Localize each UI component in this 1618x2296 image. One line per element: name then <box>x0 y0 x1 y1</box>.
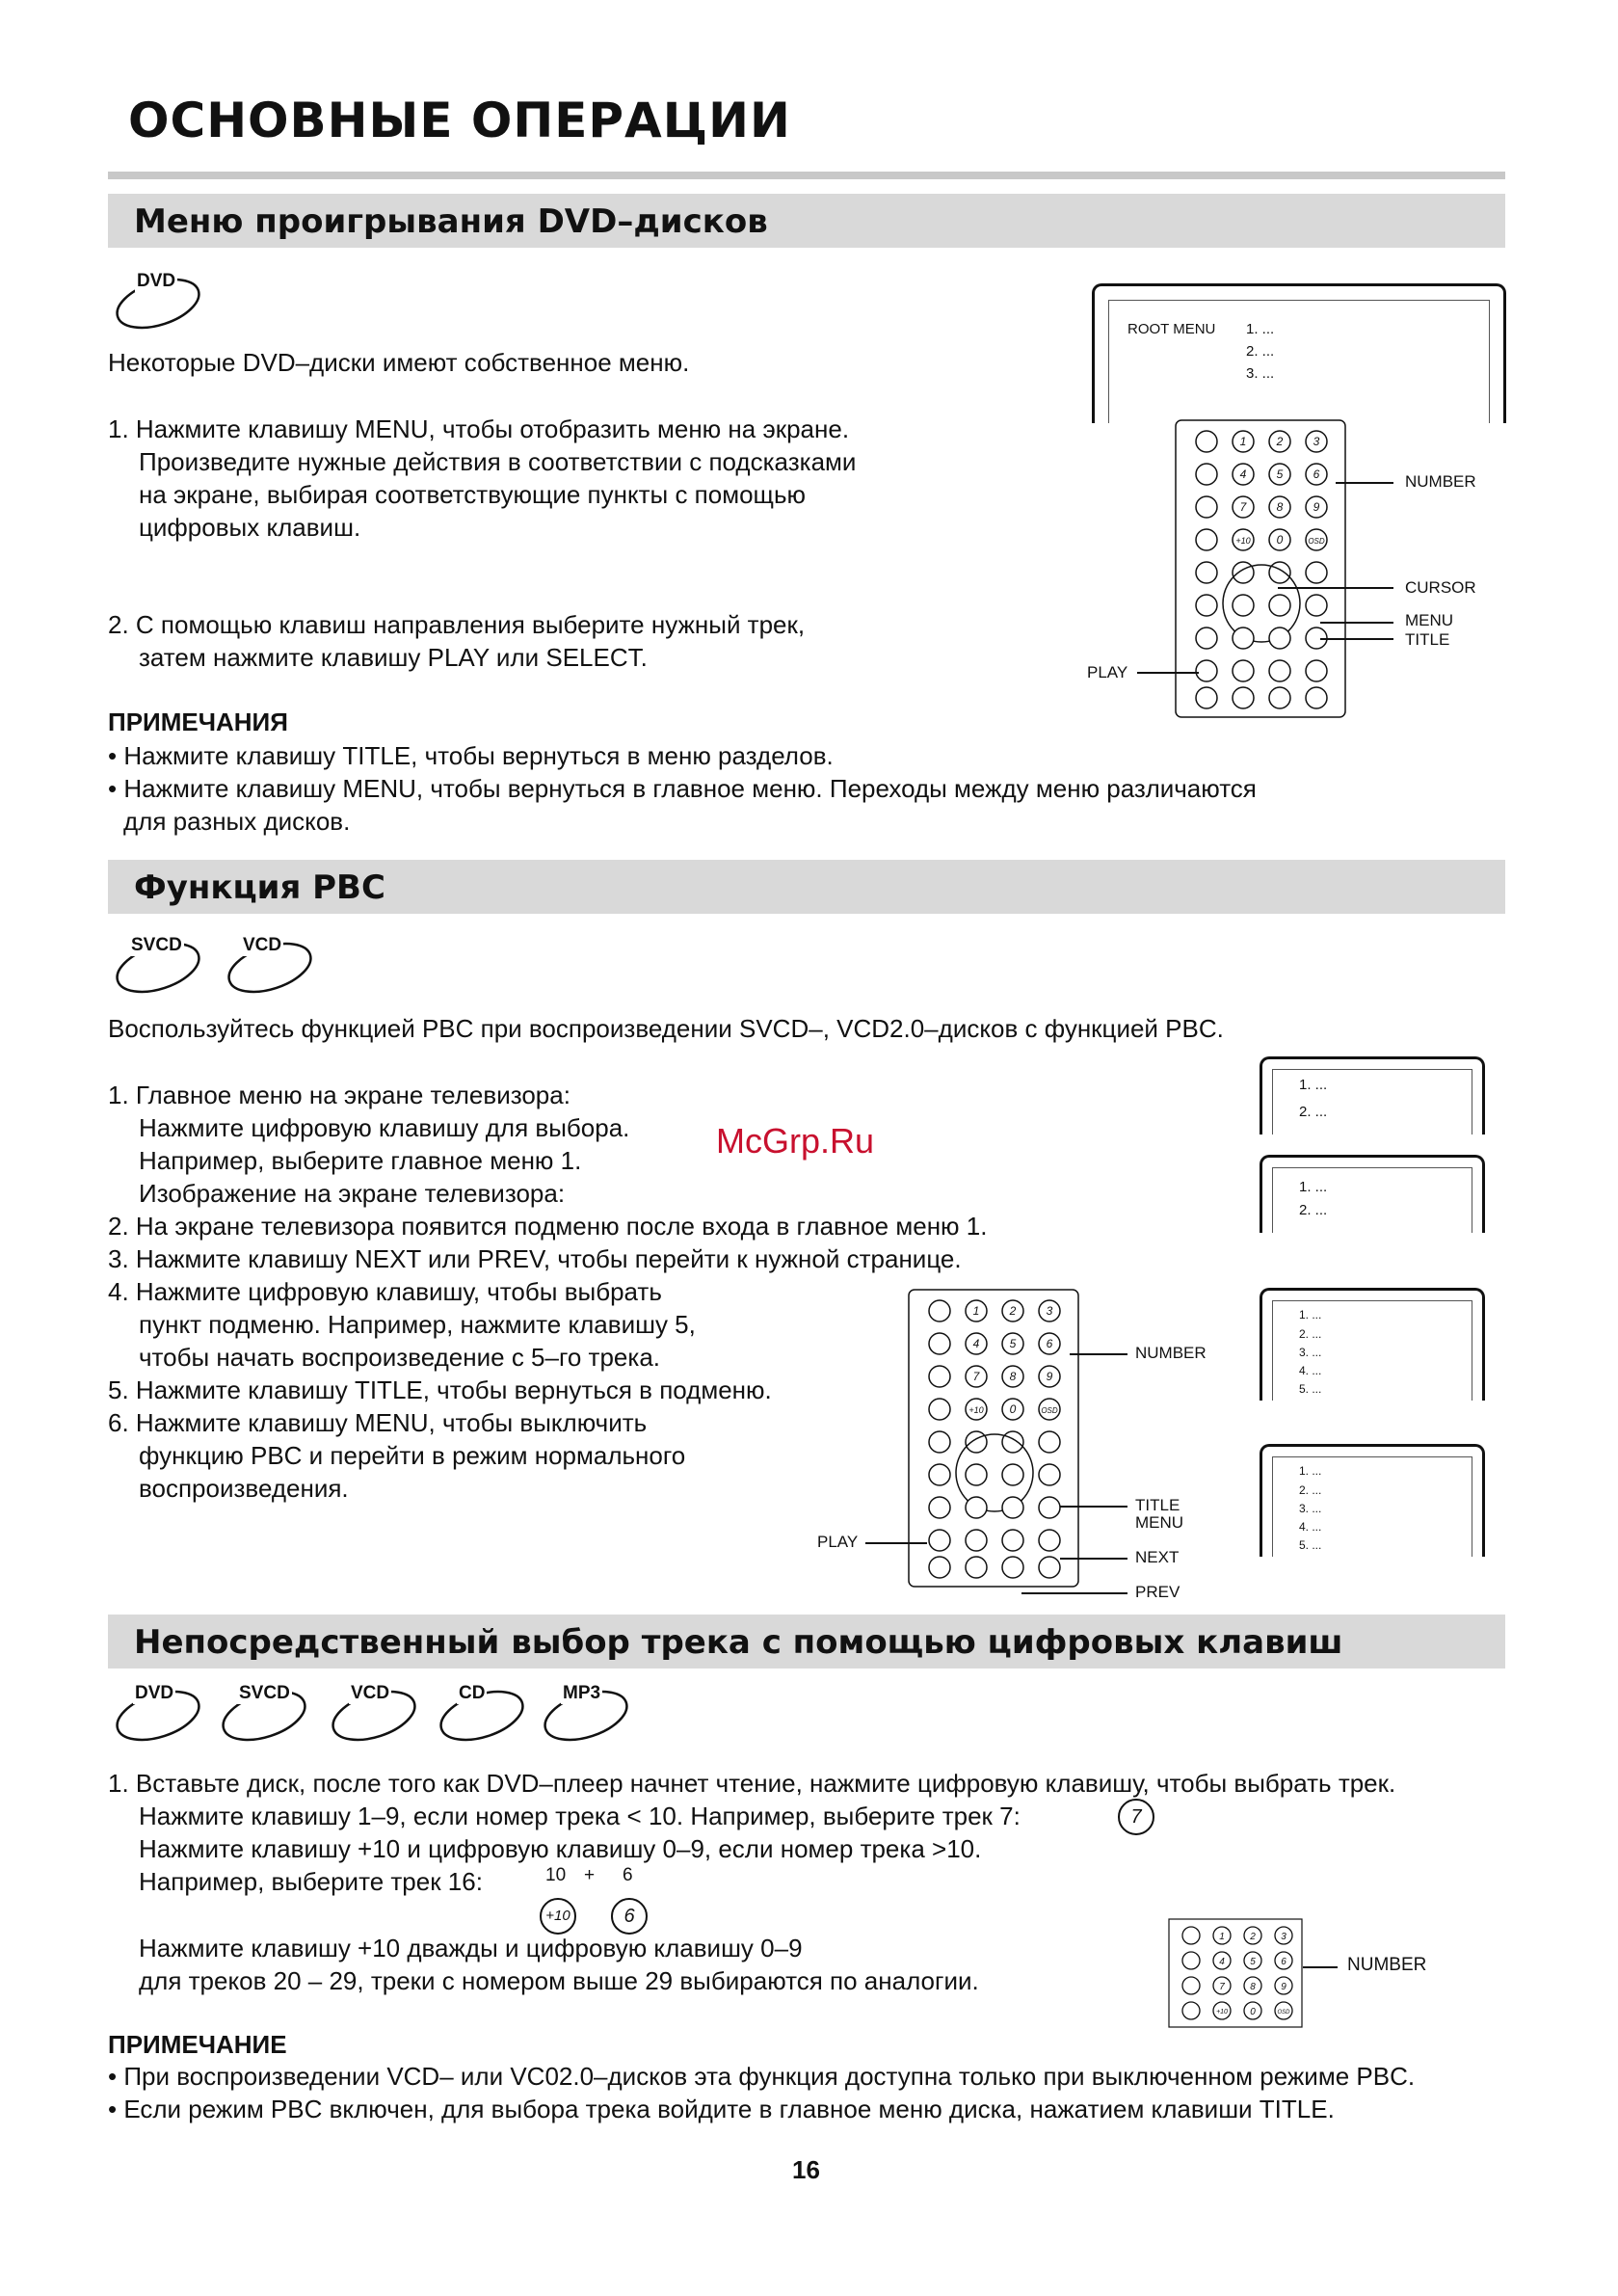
svg-text:4: 4 <box>1219 1957 1225 1967</box>
note-line: • Нажмите клавишу TITLE, чтобы вернуться в меню разделов. <box>108 741 834 770</box>
svg-text:0: 0 <box>1250 2007 1256 2017</box>
svcd-disc-badge <box>108 935 204 995</box>
svg-text:+10: +10 <box>1235 536 1251 546</box>
step-line: Нажмите клавишу +10 дважды и цифровую клавишу 0–9 <box>139 1934 803 1962</box>
tv-menu-item: 3. ... <box>1299 1346 1322 1359</box>
remote-control-diagram <box>1174 418 1347 719</box>
section-direct-select-header <box>108 1615 1505 1669</box>
svcd-disc-badge <box>214 1683 310 1743</box>
note-line: для разных дисков. <box>123 807 351 836</box>
title-rule <box>108 172 1505 179</box>
tv-menu-item: 1. ... <box>1299 1308 1322 1322</box>
example-sum-a: 10 <box>545 1865 567 1885</box>
key-6-icon: 6 <box>611 1898 648 1935</box>
step-1-line: цифровых клавиш. <box>139 513 361 542</box>
step-line: функцию PBC и перейти в режим нормального <box>139 1441 686 1470</box>
notes-heading: ПРИМЕЧАНИЕ <box>108 2030 287 2059</box>
cd-disc-badge <box>432 1683 528 1743</box>
step-line: чтобы начать воспроизведение с 5–го трека. <box>139 1343 661 1372</box>
vcd-disc-badge <box>220 935 316 995</box>
callout-title: TITLE <box>1135 1496 1180 1514</box>
step-2-line: затем нажмите клавишу PLAY или SELECT. <box>139 643 648 672</box>
tv-root-menu-label: ROOT MENU <box>1127 321 1216 337</box>
svg-text:5: 5 <box>1276 467 1284 481</box>
example-sum-op: + <box>584 1865 596 1885</box>
dvd-disc-badge <box>108 271 204 331</box>
svg-text:6: 6 <box>1313 467 1320 481</box>
page-title: ОСНОВНЫЕ ОПЕРАЦИИ <box>128 93 791 148</box>
tv-menu-item: 5. ... <box>1299 1538 1322 1552</box>
callout-menu: MENU <box>1405 611 1454 629</box>
callout-cursor: CURSOR <box>1405 578 1476 597</box>
step-line: пункт подменю. Например, нажмите клавишу 5, <box>139 1310 696 1339</box>
svg-text:3: 3 <box>1046 1304 1053 1318</box>
callout-title: TITLE <box>1405 630 1450 649</box>
step-line: 1. Главное меню на экране телевизора: <box>108 1081 570 1109</box>
callout-number: NUMBER <box>1347 1955 1427 1975</box>
tv-menu-item: 1. ... <box>1246 321 1275 337</box>
tv-menu-item: 2. ... <box>1246 343 1275 360</box>
tv-menu-item: 2. ... <box>1299 1483 1322 1497</box>
callout-next: NEXT <box>1135 1548 1180 1566</box>
example-sum-b: 6 <box>623 1865 633 1885</box>
step-line: Нажмите клавишу +10 и цифровую клавишу 0–9, если номер трека >10. <box>139 1834 982 1863</box>
svg-text:OSD: OSD <box>1041 1406 1058 1415</box>
step-1-line: на экране, выбирая соответствующие пункты с помощью <box>139 480 806 509</box>
svg-text:7: 7 <box>1239 500 1247 514</box>
svg-text:4: 4 <box>1239 467 1247 481</box>
keypad-diagram <box>1168 1918 1303 2028</box>
svg-text:5: 5 <box>1250 1957 1256 1967</box>
step-line: 2. На экране телевизора появится подменю после входа в главное меню 1. <box>108 1212 988 1241</box>
svg-text:OSD: OSD <box>1308 537 1325 546</box>
tv-menu-item: 4. ... <box>1299 1520 1322 1534</box>
key-7-icon: 7 <box>1118 1799 1154 1835</box>
callout-play: PLAY <box>1087 663 1128 681</box>
svg-text:1: 1 <box>1219 1932 1225 1942</box>
badge-label: SVCD <box>239 1683 290 1703</box>
badge-label: VCD <box>351 1683 390 1703</box>
svg-text:0: 0 <box>1009 1402 1017 1416</box>
svg-text:4: 4 <box>972 1337 980 1350</box>
tv-menu-item: 1. ... <box>1299 1077 1328 1093</box>
callout-menu: MENU <box>1135 1513 1184 1532</box>
step-1-line: Произведите нужные действия в соответствии с подсказками <box>139 447 857 476</box>
svg-text:5: 5 <box>1009 1337 1017 1350</box>
badge-label: CD <box>459 1683 486 1703</box>
step-line: Например, выберите главное меню 1. <box>139 1146 582 1175</box>
page-number: 16 <box>792 2155 820 2184</box>
vcd-disc-badge <box>324 1683 420 1743</box>
step-line: 4. Нажмите цифровую клавишу, чтобы выбрать <box>108 1277 662 1306</box>
tv-menu-item: 5. ... <box>1299 1382 1322 1396</box>
tv-screen-main-menu <box>1260 1056 1485 1135</box>
note-line: • При воспроизведении VCD– или VC02.0–дисков эта функция доступна только при выключенном режиме PBC. <box>108 2062 1416 2091</box>
svg-text:8: 8 <box>1250 1982 1256 1992</box>
svg-text:6: 6 <box>1046 1337 1053 1350</box>
svg-text:8: 8 <box>1009 1370 1017 1383</box>
tv-menu-item: 2. ... <box>1299 1327 1322 1341</box>
tv-menu-item: 1. ... <box>1299 1464 1322 1478</box>
badge-label: MP3 <box>563 1683 601 1703</box>
svg-text:9: 9 <box>1046 1370 1053 1383</box>
tv-menu-item: 4. ... <box>1299 1364 1322 1377</box>
section-heading: Функция PBC <box>134 868 385 907</box>
svg-text:1: 1 <box>972 1304 980 1318</box>
section-heading: Меню проигрывания DVD–дисков <box>134 202 768 241</box>
svg-text:7: 7 <box>972 1370 980 1383</box>
key-plus10-icon: +10 <box>540 1898 576 1935</box>
badge-label: SVCD <box>131 935 182 955</box>
note-line: • Нажмите клавишу MENU, чтобы вернуться в главное меню. Переходы между меню различаются <box>108 774 1257 803</box>
tv-menu-item: 3. ... <box>1299 1502 1322 1515</box>
step-line: 3. Нажмите клавишу NEXT или PREV, чтобы перейти к нужной странице. <box>108 1244 962 1273</box>
svg-text:9: 9 <box>1281 1982 1286 1992</box>
step-2-line: 2. С помощью клавиш направления выберите нужный трек, <box>108 610 806 639</box>
remote-control-diagram-2 <box>906 1288 1081 1589</box>
svg-text:2: 2 <box>1009 1304 1017 1318</box>
keypad-icon <box>1168 1918 1303 2028</box>
svg-text:1: 1 <box>1239 435 1247 448</box>
svg-text:9: 9 <box>1313 500 1320 514</box>
notes-heading: ПРИМЕЧАНИЯ <box>108 707 288 736</box>
dvd-disc-badge <box>108 1683 204 1743</box>
tv-screen-submenu-2 <box>1260 1444 1485 1557</box>
remote-icon <box>906 1288 1081 1589</box>
note-line: • Если режим PBC включен, для выбора трека войдите в главное меню диска, нажатием клавиши TITLE. <box>108 2095 1335 2123</box>
svg-text:+10: +10 <box>968 1405 984 1415</box>
step-line: 6. Нажмите клавишу MENU, чтобы выключить <box>108 1408 648 1437</box>
svg-text:2: 2 <box>1250 1932 1256 1942</box>
remote-icon <box>1174 418 1347 719</box>
callout-play: PLAY <box>817 1533 859 1551</box>
step-line: 5. Нажмите клавишу TITLE, чтобы вернуться в подменю. <box>108 1375 772 1404</box>
badge-label: DVD <box>135 1683 174 1703</box>
step-line: для треков 20 – 29, треки с номером выше 29 выбираются по аналогии. <box>139 1966 979 1995</box>
svg-text:3: 3 <box>1281 1932 1286 1942</box>
step-line: воспроизведения. <box>139 1474 349 1503</box>
mp3-disc-badge <box>536 1683 632 1743</box>
section-pbc-header <box>108 860 1505 914</box>
step-line: Нажмите цифровую клавишу для выбора. <box>139 1113 630 1142</box>
svg-text:8: 8 <box>1276 500 1284 514</box>
step-line: 1. Вставьте диск, после того как DVD–плеер начнет чтение, нажмите цифровую клавишу, чтобы выбрать трек. <box>108 1769 1396 1798</box>
badge-label: VCD <box>243 935 282 955</box>
callout-number: NUMBER <box>1135 1344 1207 1362</box>
tv-menu-item: 2. ... <box>1299 1202 1328 1218</box>
intro-text: Воспользуйтесь функцией PBC при воспроизведении SVCD–, VCD2.0–дисков с функцией PBC. <box>108 1014 1224 1043</box>
tv-screen-main-menu-2 <box>1260 1155 1485 1233</box>
svg-text:7: 7 <box>1219 1982 1225 1992</box>
svg-text:6: 6 <box>1281 1957 1286 1967</box>
svg-text:+10: +10 <box>1216 2009 1228 2016</box>
step-line: Нажмите клавишу 1–9, если номер трека < 10. Например, выберите трек 7: <box>139 1802 1021 1830</box>
section-heading: Непосредственный выбор трека с помощью цифровых клавиш <box>134 1623 1343 1662</box>
svg-text:OSD: OSD <box>1277 2010 1290 2016</box>
tv-menu-item: 3. ... <box>1246 365 1275 382</box>
intro-text: Некоторые DVD–диски имеют собственное меню. <box>108 348 690 377</box>
callout-number: NUMBER <box>1405 472 1476 491</box>
svg-text:0: 0 <box>1276 533 1284 547</box>
step-line: Например, выберите трек 16: <box>139 1867 483 1896</box>
svg-text:2: 2 <box>1276 435 1284 448</box>
tv-screen-root-menu <box>1092 283 1506 423</box>
tv-menu-item: 1. ... <box>1299 1179 1328 1195</box>
callout-prev: PREV <box>1135 1583 1180 1601</box>
tv-screen-submenu <box>1260 1288 1485 1401</box>
step-1-line: 1. Нажмите клавишу MENU, чтобы отобразить меню на экране. <box>108 414 850 443</box>
watermark: McGrp.Ru <box>716 1121 875 1161</box>
svg-text:3: 3 <box>1313 435 1320 448</box>
step-line: Изображение на экране телевизора: <box>139 1179 566 1208</box>
section-dvd-menu-header <box>108 194 1505 248</box>
tv-menu-item: 2. ... <box>1299 1104 1328 1120</box>
badge-label: DVD <box>137 271 176 291</box>
